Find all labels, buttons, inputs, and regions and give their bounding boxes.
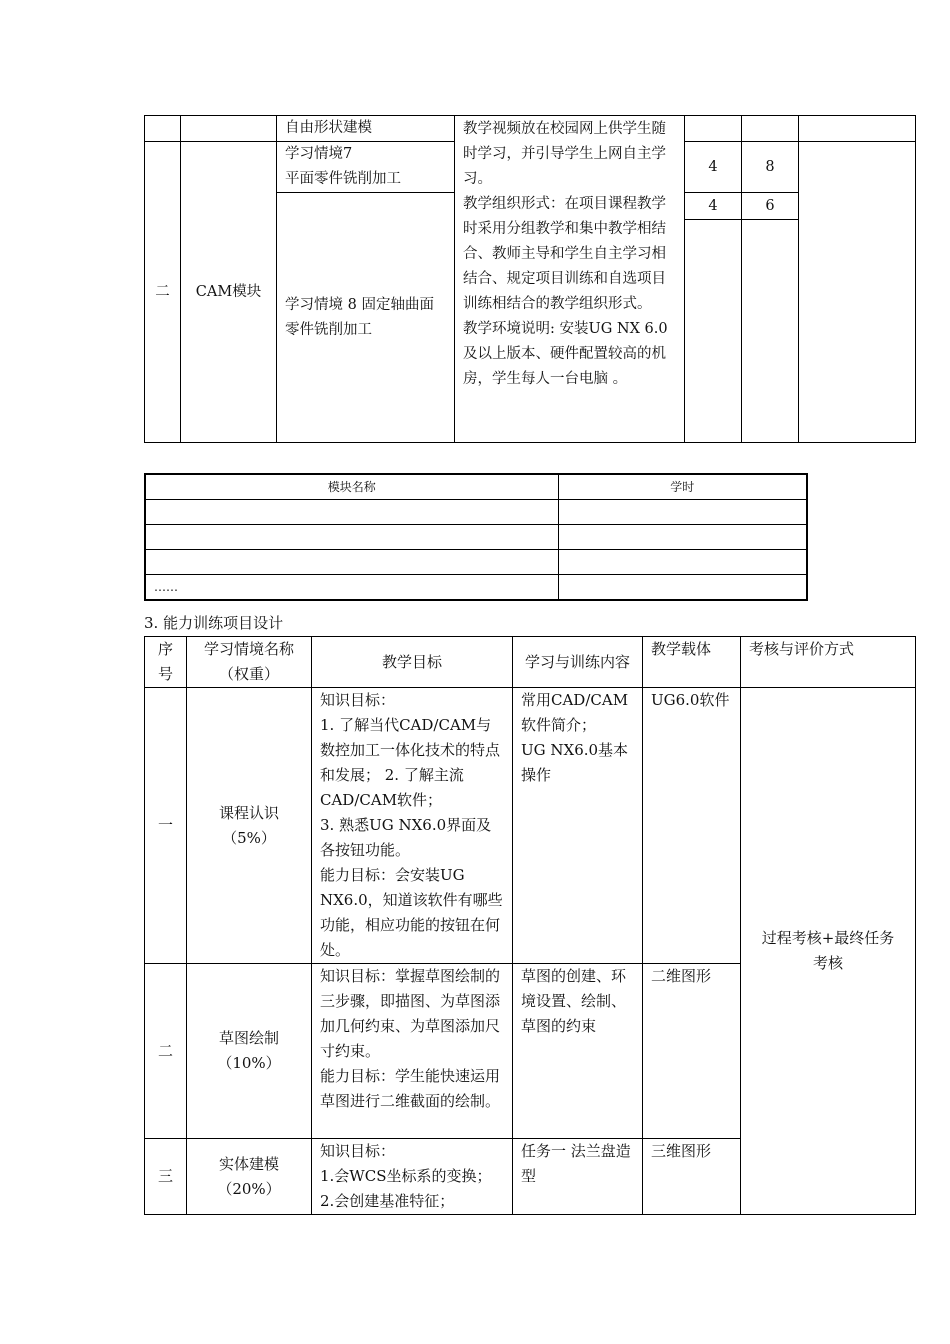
row-no: 一 <box>145 688 187 964</box>
header-carrier: 教学载体 <box>643 637 741 688</box>
row-content: 草图的创建、环境设置、绘制、草图的约束 <box>513 964 643 1139</box>
header-assess: 考核与评价方式 <box>741 637 916 688</box>
header-no: 序 号 <box>145 637 187 688</box>
header-goal: 教学目标 <box>312 637 513 688</box>
assessment-cell: 过程考核+最终任务考核 <box>741 688 916 1215</box>
table-row <box>145 500 558 525</box>
hours-cell: 6 <box>742 193 799 220</box>
section-title: 3. 能力训练项目设计 <box>144 614 284 632</box>
topic-cell: 自由形状建模 <box>277 116 455 142</box>
row-name: 草图绘制 （10%） <box>187 964 312 1139</box>
row-carrier: 三维图形 <box>643 1139 741 1215</box>
header-name: 学习情境名称 （权重） <box>187 637 312 688</box>
topic-cell: 学习情境7 平面零件铣削加工 <box>277 142 455 193</box>
row-carrier: 二维图形 <box>643 964 741 1139</box>
ellipsis-row: …… <box>145 575 558 601</box>
header-content: 学习与训练内容 <box>513 637 643 688</box>
header-hours: 学时 <box>558 474 807 500</box>
row-no: 二 <box>145 964 187 1139</box>
module-number: 二 <box>145 142 181 443</box>
teaching-method-cell: 教学视频放在校园网上供学生随时学习，并引导学生上网自主学习。 教学组织形式：在项目课程教学时采用分组教学和集中教学相结合、教师主导和学生自主学习相结合、规定项目训练和自选项目训练相结合的教学组织形式。 教学环境说明: 安装UG NX 6.0及以上版本、硬件配置较高的机房，学生每人一台电脑 。 <box>455 116 685 443</box>
row-name: 实体建模 （20%） <box>187 1139 312 1215</box>
hours-cell: 4 <box>685 193 742 220</box>
header-module-name: 模块名称 <box>145 474 558 500</box>
table-row <box>145 550 558 575</box>
module-name: CAM模块 <box>181 142 277 443</box>
row-carrier: UG6.0软件 <box>643 688 741 964</box>
row-goal: 知识目标：掌握草图绘制的三步骤，即描图、为草图添加几何约束、为草图添加尺寸约束。 能力目标：学生能快速运用草图进行二维截面的绘制。 <box>312 964 513 1139</box>
hours-cell: 4 <box>685 142 742 193</box>
training-project-table <box>144 636 916 1215</box>
module-hours-table <box>144 115 916 443</box>
row-goal: 知识目标： 1.会WCS坐标系的变换； 2.会创建基准特征； <box>312 1139 513 1215</box>
table-row <box>145 525 558 550</box>
row-goal: 知识目标： 1. 了解当代CAD/CAM与数控加工一体化技术的特点和发展； 2. 了解主流CAD/CAM软件； 3. 熟悉UG NX6.0界面及各按钮功能。 能力目标：会安装UG NX6.0，知道该软件有哪些功能，相应功能的按钮在何处。 <box>312 688 513 964</box>
row-content: 常用CAD/CAM软件简介； UG NX6.0基本操作 <box>513 688 643 964</box>
row-name: 课程认识 （5%） <box>187 688 312 964</box>
hours-cell: 8 <box>742 142 799 193</box>
row-content: 任务一 法兰盘造型 <box>513 1139 643 1215</box>
topic-cell: 学习情境 8 固定轴曲面零件铣削加工 <box>277 193 455 443</box>
module-summary-table <box>144 473 808 601</box>
row-no: 三 <box>145 1139 187 1215</box>
